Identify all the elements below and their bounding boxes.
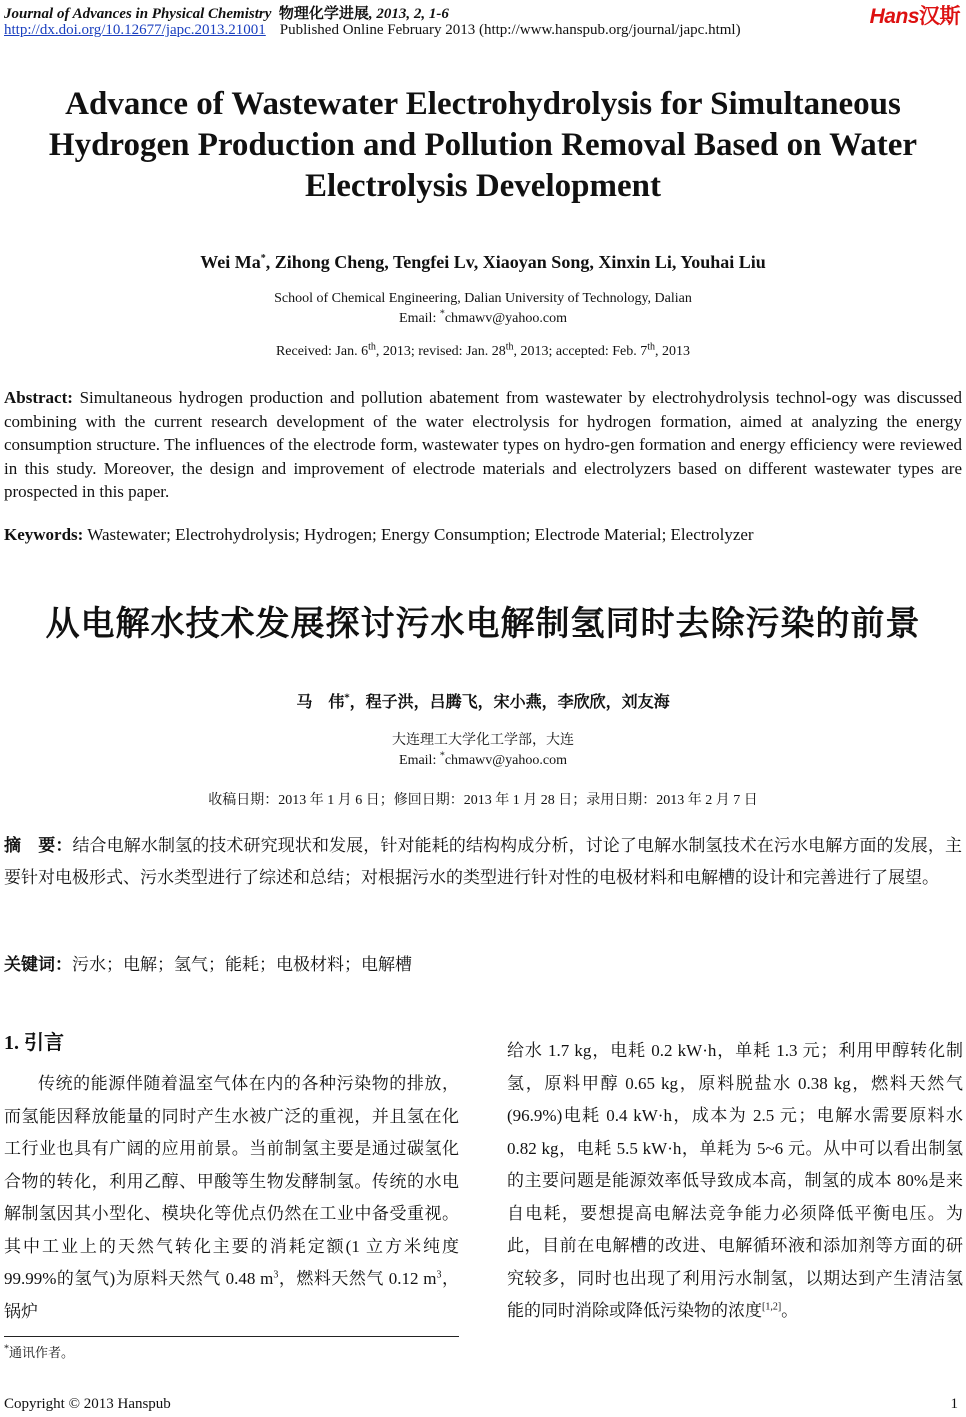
keywords-en (4, 525, 962, 545)
coauthors: , Zihong Cheng, Tengfei Lv, Xiaoyan Song, Xinxin Li, Youhai Liu (265, 252, 766, 272)
email-address-cn: chmawv@yahoo.com (444, 753, 567, 768)
email-label-cn: Email: (399, 753, 440, 768)
date-sup: th (647, 341, 656, 353)
keywords-text: Wastewater; Electrohydrolysis; Hydrogen; Energy Consumption; Electrode Material; Electrolyzer (87, 525, 754, 544)
author-mark: * (260, 253, 266, 264)
email-cn (0, 751, 966, 771)
body-text: 给水 1.7 kg，电耗 0.2 kW·h，单耗 1.3 元；利用甲醇转化制氢，原料甲醇 0.65 kg，原料脱盐水 0.38 kg，燃料天然气(96.9%)电耗 0.4 kW·h，成本为 2.5 元；电解水需要原料水 0.82 kg，电耗 5.5 kW·h，单耗为 5~6 元。从中可以看出制氢的主要问题是能源效率低导致成本高，制氢的成本 80%是来自电耗，要想提高电解法竞争能力必须降低平衡电压。为此，目前在电解槽的改进、电解循环液和添加剂等方面的研究较多，同时也出现了利用污水制氢，以期达到产生清洁氢能的同时消除或降低污染物的浓度 (507, 1041, 963, 1320)
page-number: 1 (950, 1396, 958, 1412)
keywords-cn (4, 950, 962, 975)
abstract-cn (4, 830, 962, 894)
logo-text-cn: 汉斯 (919, 5, 960, 28)
superscript: 3 (436, 1269, 442, 1281)
coauthors-cn: ，程子洪，吕腾飞，宋小燕，李欣欣，刘友海 (349, 692, 670, 711)
journal-volume: , 2013, 2, 1-6 (368, 6, 449, 22)
paper-title-cn: 从电解水技术发展探讨污水电解制氢同时去除污染的前景 (45, 604, 921, 644)
section-heading: 1. 引言 (4, 1032, 64, 1054)
keywords-text-cn: 污水；电解；氢气；能耗；电极材料；电解槽 (72, 955, 412, 974)
corresponding-author-cn: 马 伟 (296, 692, 345, 711)
affiliation-cn (0, 731, 966, 771)
journal-name: Journal of Advances in Physical Chemistry (4, 6, 272, 22)
date-accepted: , 2013; accepted: Feb. 7 (513, 344, 648, 359)
copyright: Copyright © 2013 Hanspub (4, 1396, 171, 1412)
journal-name-cn: 物理化学进展 (278, 6, 369, 22)
authors-en (0, 252, 966, 273)
hans-logo (870, 0, 960, 30)
footnote-mark: * (4, 1343, 9, 1355)
abstract-text: Simultaneous hydrogen production and pollution abatement from wastewater by electrohydrolysis technol-ogy was discussed combining with the current research development of the water electrolysis for hydrogen formation, aimed at analyzing the energy consumption structure. The influences of the electrode form, wastewater types on hydro-gen formation and energy efficiency were reviewed in this study. Moreover, the design and improvement of electrode materials and electrolyzers based on different wastewater types are prospected in this paper. (4, 388, 962, 501)
body-text: ，锅炉 (4, 1269, 459, 1321)
journal-header (4, 2, 449, 23)
authors-cn (0, 689, 966, 712)
dates-en (0, 341, 966, 360)
footnote-text: 通讯作者。 (9, 1345, 75, 1360)
email-mark-cn: * (439, 750, 445, 762)
body-text: ，燃料天然气 0.12 m (278, 1269, 437, 1288)
logo-text: Hans (869, 5, 919, 28)
date-sup: th (505, 341, 514, 353)
published-info: Published Online February 2013 (http://www.hanspub.org/journal/japc.html) (279, 22, 741, 38)
author-mark-cn: * (344, 692, 350, 704)
date-sup: th (368, 341, 376, 353)
date-year: , 2013 (655, 344, 691, 359)
email-mark: * (439, 308, 445, 320)
paper-title-en: Advance of Wastewater Electrohydrolysis for Simultaneous Hydrogen Production and Pollution Removal Based on Water Electrolysis Development (48, 86, 918, 204)
body-right-column (507, 1035, 963, 1328)
email-label: Email: (399, 311, 440, 326)
abstract-en (4, 386, 962, 504)
dates-cn: 收稿日期：2013 年 1 月 6 日；修回日期：2013 年 1 月 28 日；录用日期：2013 年 2 月 7 日 (208, 793, 758, 808)
footnote-divider (4, 1336, 459, 1337)
date-revised: , 2013; revised: Jan. 28 (375, 344, 506, 359)
affiliation-text-cn: 大连理工大学化工学部，大连 (392, 733, 574, 748)
corresponding-author: Wei Ma (200, 252, 261, 272)
header-line-2 (4, 22, 741, 39)
email-en (0, 309, 966, 329)
keywords-label-cn: 关键词： (4, 955, 72, 975)
superscript: 3 (273, 1269, 279, 1281)
footnote (4, 1342, 74, 1361)
body-left-column (4, 1068, 459, 1328)
abstract-label: Abstract: (4, 388, 73, 407)
date-received: Received: Jan. 6 (275, 344, 369, 359)
email-address: chmawv@yahoo.com (444, 311, 567, 326)
affiliation-text: School of Chemical Engineering, Dalian University of Technology, Dalian (274, 291, 692, 306)
body-text: 传统的能源伴随着温室气体在内的各种污染物的排放，而氢能因释放能量的同时产生水被广泛的重视，并且氢在化工行业也具有广阔的应用前景。当前制氢主要是通过碳氢化合物的转化，利用乙醇、甲酸等生物发酵制氢。传统的水电解制氢因其小型化、模块化等优点仍然在工业中备受重视。其中工业上的天然气转化主要的消耗定额(1 立方米纯度 99.99%的氢气)为原料天然气 0.48 m (4, 1074, 459, 1288)
keywords-label: Keywords: (4, 525, 84, 544)
abstract-text-cn: 结合电解水制氢的技术研究现状和发展，针对能耗的结构构成分析，讨论了电解水制氢技术在污水电解方面的发展，主要针对电极形式、污水类型进行了综述和总结；对根据污水的类型进行针对性的电极材料和电解槽的设计和完善进行了展望。 (4, 836, 962, 887)
citation-ref[interactable]: [1,2] (762, 1301, 782, 1313)
affiliation-en (0, 289, 966, 329)
body-text: 。 (781, 1301, 799, 1320)
abstract-label-cn: 摘 要： (4, 836, 73, 856)
doi-link[interactable]: http://dx.doi.org/10.12677/japc.2013.21001 (4, 22, 266, 38)
